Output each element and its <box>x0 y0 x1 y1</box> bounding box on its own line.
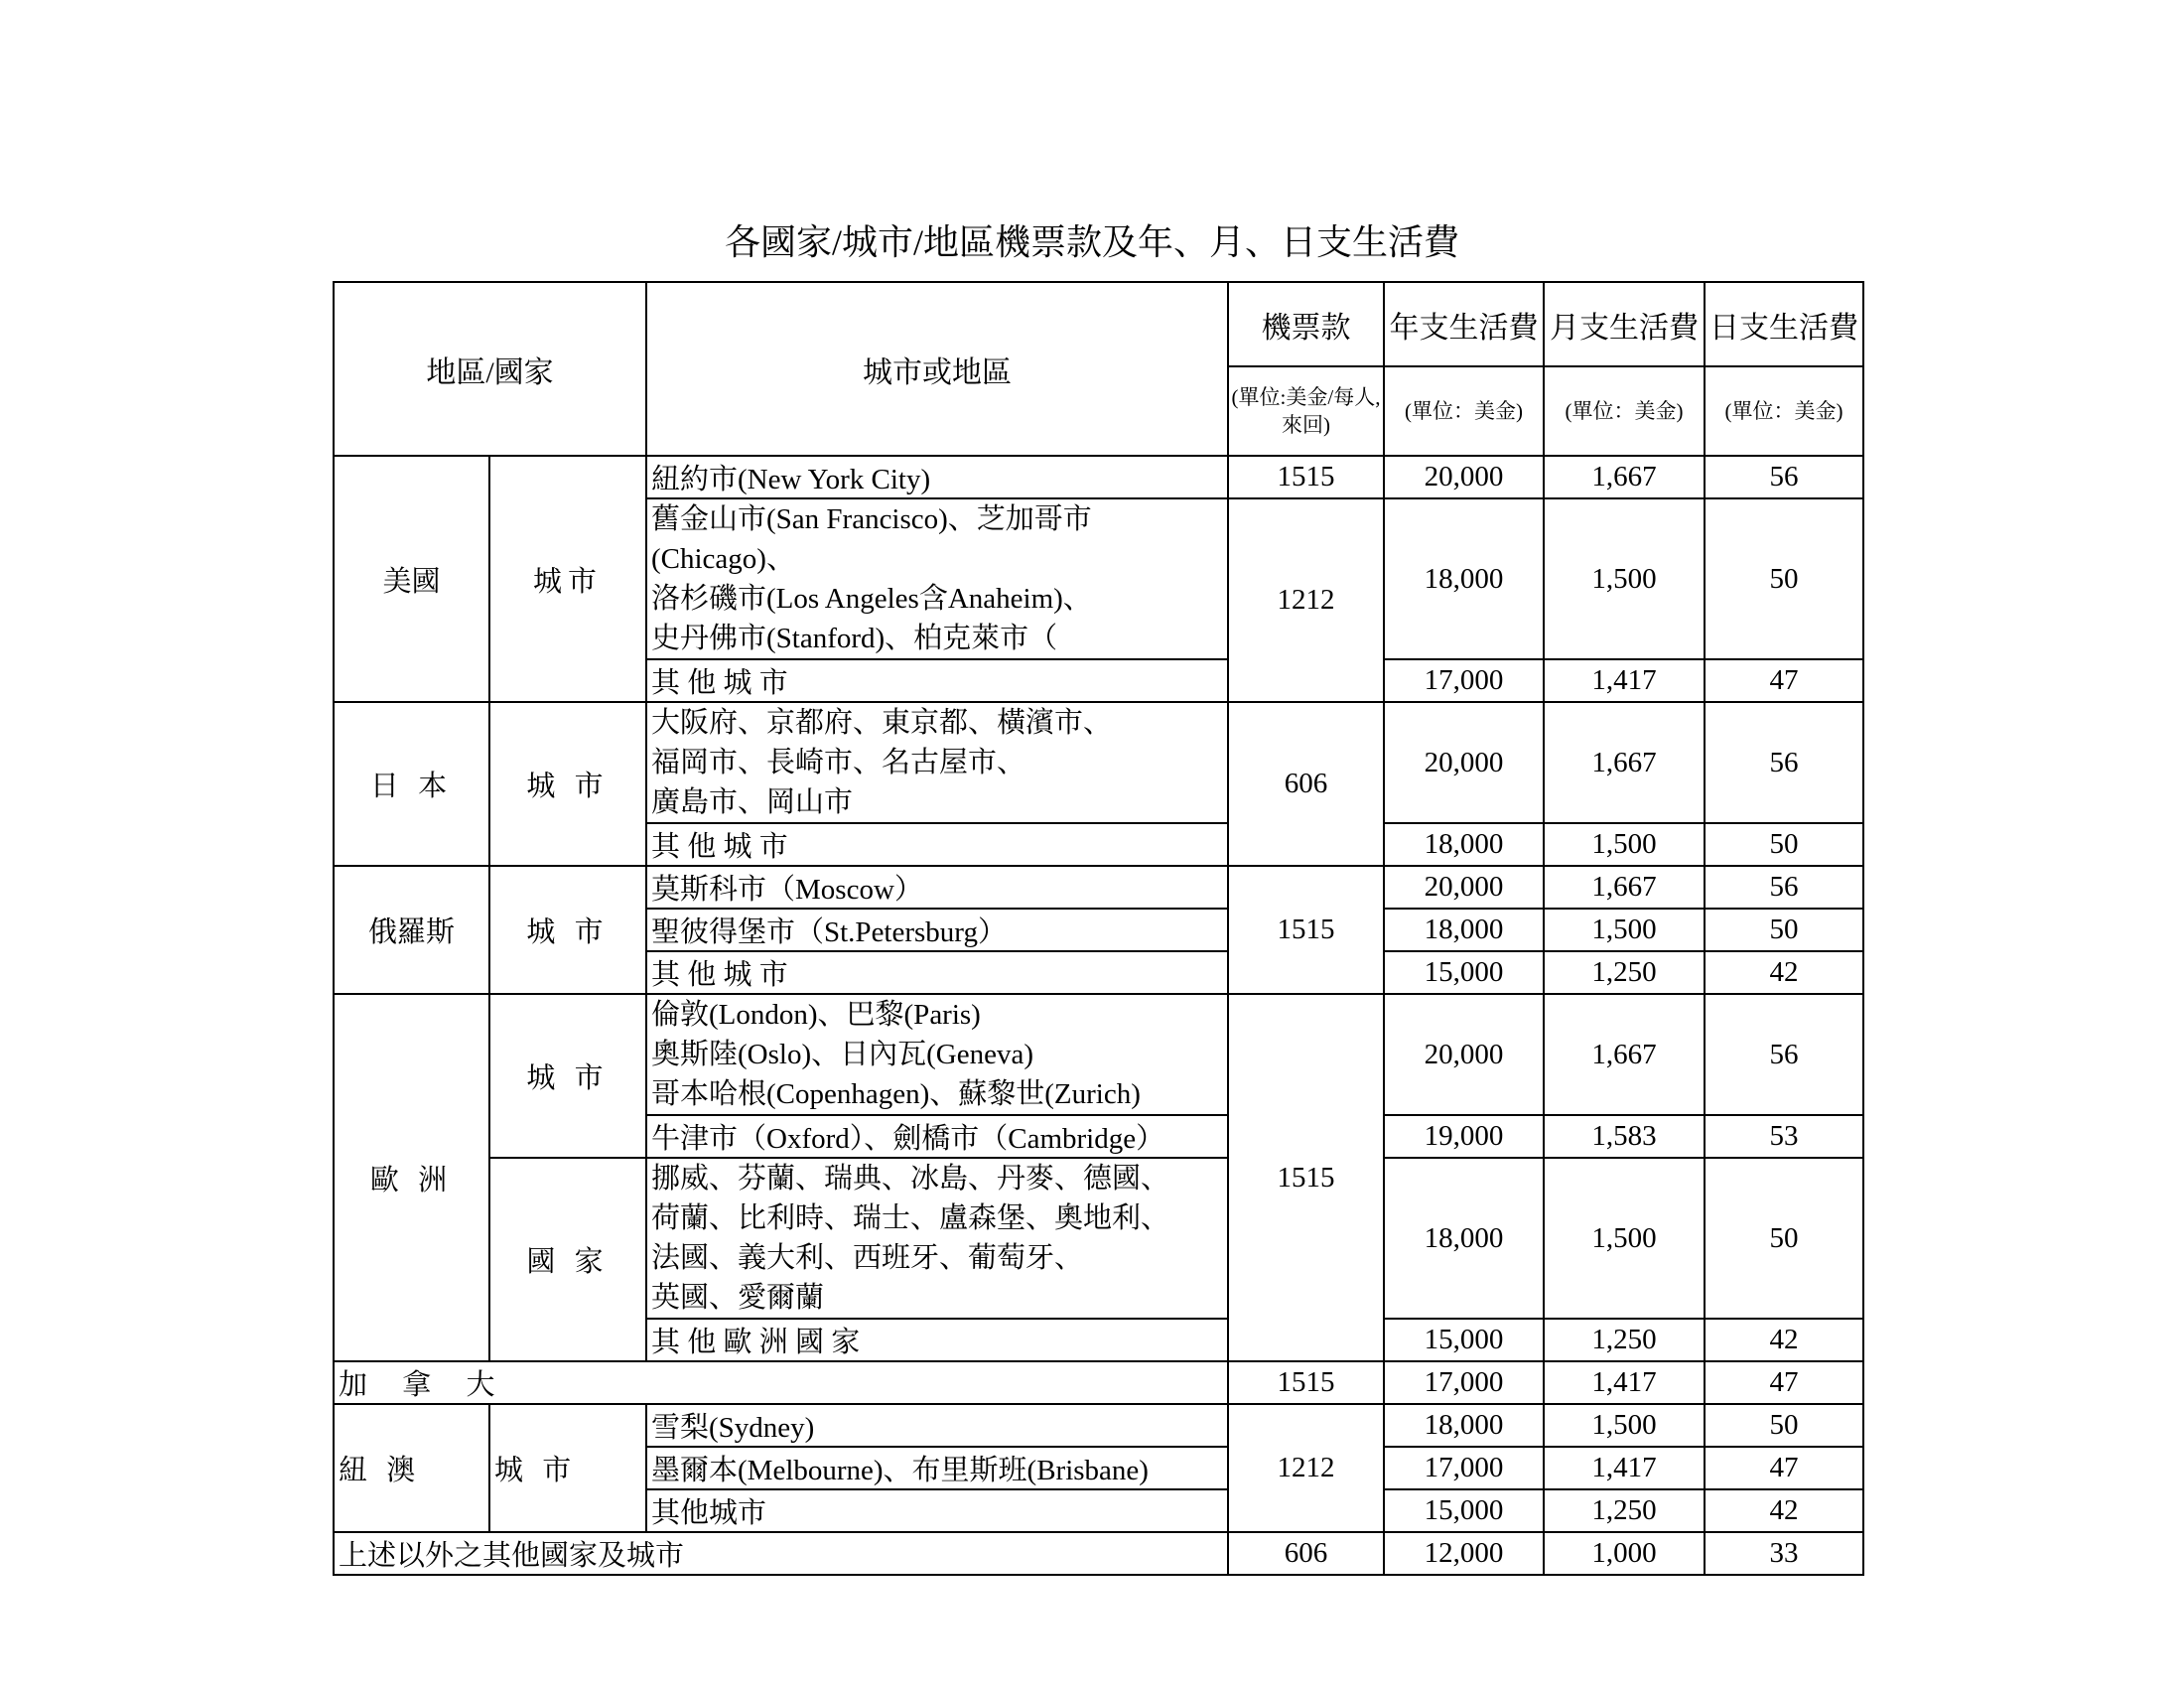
city-cell: 其他城市 <box>646 1489 1228 1532</box>
daily-cell: 50 <box>1705 909 1863 951</box>
page-title: 各國家/城市/地區機票款及年、月、日支生活費 <box>724 222 1459 262</box>
city-cell: 聖彼得堡市（St.Petersburg） <box>646 909 1228 951</box>
airfare-cell: 1515 <box>1228 456 1384 498</box>
country-usa: 美國 <box>334 456 489 702</box>
city-cell: 紐約市(New York City) <box>646 456 1228 498</box>
type-europe-city: 城 市 <box>489 994 646 1158</box>
daily-cell: 56 <box>1705 702 1863 823</box>
cost-table <box>333 281 1864 1576</box>
daily-cell: 53 <box>1705 1115 1863 1158</box>
daily-cell: 50 <box>1705 1158 1863 1319</box>
yearly-cell: 15,000 <box>1384 951 1544 994</box>
country-japan: 日 本 <box>334 702 489 866</box>
type-nz-au: 城 市 <box>489 1404 646 1532</box>
daily-cell: 47 <box>1705 1361 1863 1404</box>
airfare-cell: 606 <box>1228 1532 1384 1575</box>
yearly-cell: 20,000 <box>1384 866 1544 909</box>
type-russia: 城 市 <box>489 866 646 994</box>
yearly-cell: 17,000 <box>1384 659 1544 702</box>
header-yearly-unit: (單位：美金) <box>1384 366 1544 456</box>
city-cell <box>646 994 1228 1115</box>
airfare-cell: 1515 <box>1228 1361 1384 1404</box>
table-row <box>334 1158 1863 1319</box>
city-cell <box>646 702 1228 823</box>
yearly-cell: 15,000 <box>1384 1319 1544 1361</box>
monthly-cell: 1,500 <box>1544 498 1705 659</box>
monthly-cell: 1,667 <box>1544 456 1705 498</box>
daily-cell: 42 <box>1705 1489 1863 1532</box>
daily-cell: 50 <box>1705 823 1863 866</box>
header-daily: 日支生活費 <box>1705 282 1863 366</box>
daily-cell: 33 <box>1705 1532 1863 1575</box>
monthly-cell: 1,500 <box>1544 909 1705 951</box>
airfare-cell: 1212 <box>1228 498 1384 702</box>
monthly-cell: 1,417 <box>1544 659 1705 702</box>
monthly-cell: 1,583 <box>1544 1115 1705 1158</box>
type-usa: 城市 <box>489 456 646 702</box>
type-japan: 城 市 <box>489 702 646 866</box>
daily-cell: 56 <box>1705 456 1863 498</box>
yearly-cell: 19,000 <box>1384 1115 1544 1158</box>
city-line: 英國、愛爾蘭 <box>651 1282 825 1314</box>
city-cell: 莫斯科市（Moscow） <box>646 866 1228 909</box>
yearly-cell: 20,000 <box>1384 456 1544 498</box>
city-line: 奧斯陸(Oslo)、日內瓦(Geneva) <box>651 1039 1033 1070</box>
city-line: 洛杉磯市(Los Angeles含Anaheim)、 <box>651 583 1092 615</box>
table-row <box>334 1532 1863 1575</box>
yearly-cell: 18,000 <box>1384 498 1544 659</box>
city-line: 大阪府、京都府、東京都、橫濱市、 <box>651 707 1113 739</box>
city-line: 挪威、芬蘭、瑞典、冰島、丹麥、德國、 <box>651 1163 1170 1195</box>
city-line: 荷蘭、比利時、瑞士、盧森堡、奧地利、 <box>651 1202 1170 1234</box>
country-russia: 俄羅斯 <box>334 866 489 994</box>
city-line: 廣島市、岡山市 <box>651 786 854 818</box>
yearly-cell: 17,000 <box>1384 1361 1544 1404</box>
daily-cell: 47 <box>1705 659 1863 702</box>
daily-cell: 47 <box>1705 1447 1863 1489</box>
table-row <box>334 1361 1863 1404</box>
daily-cell: 50 <box>1705 498 1863 659</box>
monthly-cell: 1,500 <box>1544 823 1705 866</box>
yearly-cell: 17,000 <box>1384 1447 1544 1489</box>
city-cell: 雪梨(Sydney) <box>646 1404 1228 1447</box>
monthly-cell: 1,250 <box>1544 1489 1705 1532</box>
monthly-cell: 1,500 <box>1544 1158 1705 1319</box>
header-airfare: 機票款 <box>1228 282 1384 366</box>
header-monthly-unit: (單位：美金) <box>1544 366 1705 456</box>
table-row <box>334 994 1863 1115</box>
monthly-cell: 1,417 <box>1544 1361 1705 1404</box>
monthly-cell: 1,500 <box>1544 1404 1705 1447</box>
city-cell: 墨爾本(Melbourne)、布里斯班(Brisbane) <box>646 1447 1228 1489</box>
monthly-cell: 1,417 <box>1544 1447 1705 1489</box>
yearly-cell: 18,000 <box>1384 909 1544 951</box>
header-row <box>334 282 1863 366</box>
yearly-cell: 15,000 <box>1384 1489 1544 1532</box>
daily-cell: 56 <box>1705 866 1863 909</box>
monthly-cell: 1,667 <box>1544 866 1705 909</box>
city-line: (Chicago)、 <box>651 543 795 575</box>
table-row <box>334 456 1863 498</box>
header-region-country: 地區/國家 <box>334 282 646 456</box>
airfare-cell: 606 <box>1228 702 1384 866</box>
monthly-cell: 1,000 <box>1544 1532 1705 1575</box>
city-line: 哥本哈根(Copenhagen)、蘇黎世(Zurich) <box>651 1078 1141 1110</box>
airfare-cell: 1212 <box>1228 1404 1384 1532</box>
daily-cell: 50 <box>1705 1404 1863 1447</box>
city-line: 舊金山市(San Francisco)、芝加哥市 <box>651 503 1092 535</box>
header-monthly: 月支生活費 <box>1544 282 1705 366</box>
daily-cell: 42 <box>1705 1319 1863 1361</box>
yearly-cell: 18,000 <box>1384 1158 1544 1319</box>
airfare-cell: 1515 <box>1228 994 1384 1361</box>
header-airfare-unit: (單位:美金/每人,來回) <box>1228 366 1384 456</box>
city-cell: 其 他 城 市 <box>646 823 1228 866</box>
monthly-cell: 1,667 <box>1544 702 1705 823</box>
airfare-cell: 1515 <box>1228 866 1384 994</box>
yearly-cell: 20,000 <box>1384 702 1544 823</box>
header-city-region: 城市或地區 <box>646 282 1228 456</box>
city-cell: 其 他 城 市 <box>646 951 1228 994</box>
city-cell: 其 他 歐 洲 國 家 <box>646 1319 1228 1361</box>
country-europe: 歐 洲 <box>334 994 489 1361</box>
daily-cell: 42 <box>1705 951 1863 994</box>
monthly-cell: 1,250 <box>1544 1319 1705 1361</box>
type-europe-country: 國 家 <box>489 1158 646 1361</box>
table-row <box>334 702 1863 823</box>
table-row <box>334 1404 1863 1447</box>
yearly-cell: 12,000 <box>1384 1532 1544 1575</box>
table-row <box>334 866 1863 909</box>
canada-label: 加 拿 大 <box>334 1361 1228 1404</box>
country-nz-au: 紐 澳 <box>334 1404 489 1532</box>
header-yearly: 年支生活費 <box>1384 282 1544 366</box>
monthly-cell: 1,250 <box>1544 951 1705 994</box>
city-cell: 其 他 城 市 <box>646 659 1228 702</box>
others-label: 上述以外之其他國家及城市 <box>334 1532 1228 1575</box>
city-line: 法國、義大利、西班牙、葡萄牙、 <box>651 1242 1084 1274</box>
monthly-cell: 1,667 <box>1544 994 1705 1115</box>
city-cell <box>646 498 1228 659</box>
city-cell: 牛津市（Oxford）、劍橋市（Cambridge） <box>646 1115 1228 1158</box>
daily-cell: 56 <box>1705 994 1863 1115</box>
city-line: 史丹佛市(Stanford)、柏克萊市（ <box>651 623 1058 654</box>
header-daily-unit: (單位：美金) <box>1705 366 1863 456</box>
city-line: 倫敦(London)、巴黎(Paris) <box>651 999 981 1031</box>
yearly-cell: 18,000 <box>1384 1404 1544 1447</box>
city-line: 福岡市、長崎市、名古屋市、 <box>651 747 1026 778</box>
yearly-cell: 20,000 <box>1384 994 1544 1115</box>
city-cell <box>646 1158 1228 1319</box>
yearly-cell: 18,000 <box>1384 823 1544 866</box>
